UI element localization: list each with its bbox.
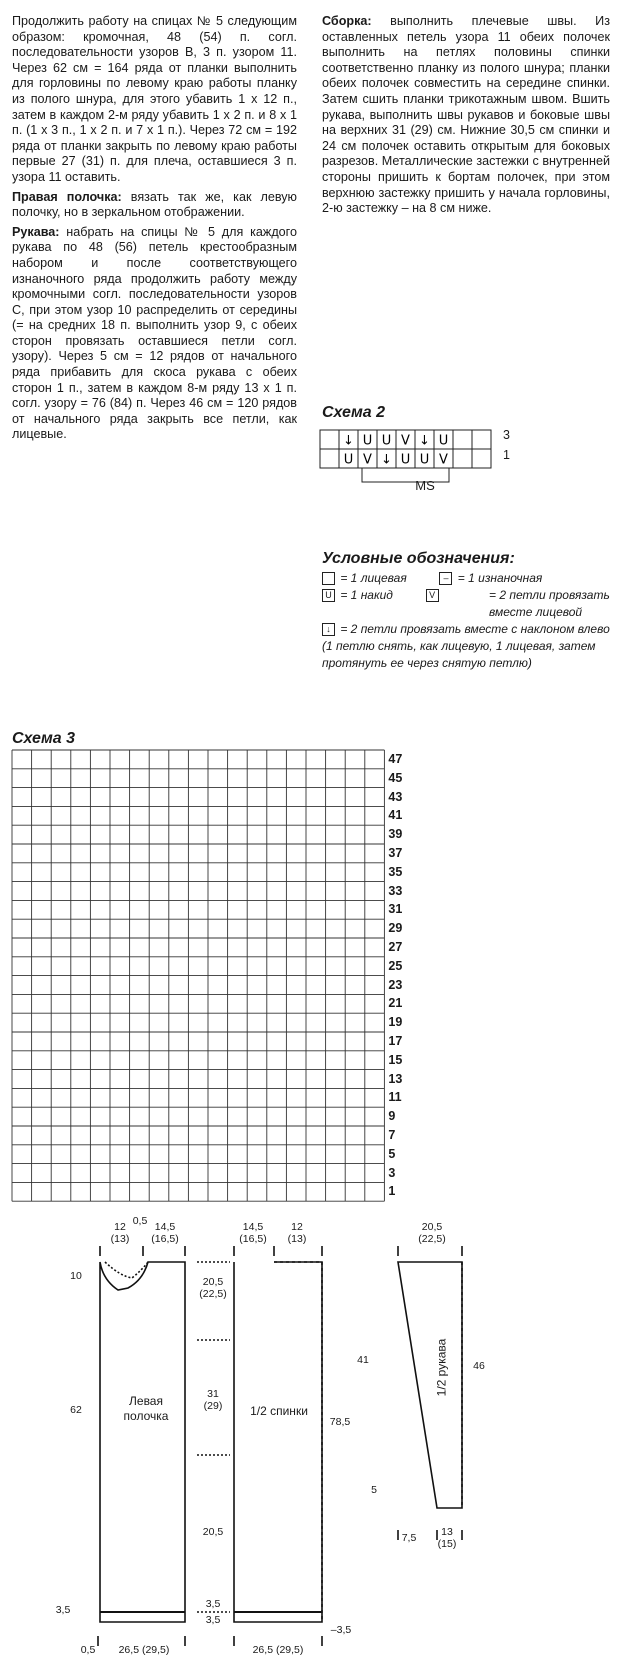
back-neck-width — [283, 1221, 311, 1245]
k2tog-symbol: V — [426, 589, 439, 602]
scheme2-symbol: U — [438, 433, 449, 449]
mid-armhole — [196, 1276, 230, 1300]
dim-20-5: 20,5 — [202, 1276, 224, 1288]
scheme3-row-label: 1 — [388, 1184, 396, 1199]
scheme2-symbol: ↓ — [343, 433, 354, 449]
scheme3-row-label: 39 — [388, 827, 403, 842]
front-gap-dim: 0,5 — [132, 1215, 148, 1227]
front-instructions: Продолжить работу на спицах № 5 следующим образом: кромочная, 48 (54) п. согл. последовательности узоров В, 3 п. узором 11. Через 62 см = 164 ряда от планки выполнить для горловины по левому краю работы планку из полого шнура, для этого убавить 1 х 12 п., затем в каждом 2-м ряду убавить 1 х 2 п. и 8 х 1 п. (1 х 3 п., 1 х 2 п. и 7 х 1 п.). Через 72 см = 192 ряда от планки закрыть по левому краю работы первые 27 (31) п. для плеча, оставшиеся 3 п. узора 11 оставить. — [12, 14, 297, 184]
legend-ssk: = 2 петли провязать вместе с наклоном влево (1 петлю снять, как лицевую, 1 лицевая, затем протянуть ее через снятую петлю) — [322, 622, 610, 670]
legend-k2tog: = 2 петли провязать вместе лицевой — [489, 588, 610, 619]
ms-label: MS — [415, 478, 435, 493]
scheme3-title: Схема 3 — [12, 730, 76, 747]
scheme3-row-label: 29 — [388, 921, 403, 936]
scheme3-row-label: 25 — [388, 958, 403, 973]
dim-back-16-5: (16,5) — [239, 1233, 267, 1245]
back-length: 78,5 — [329, 1416, 351, 1428]
front-neck-depth: 10 — [70, 1270, 82, 1282]
scheme2-symbol: V — [401, 433, 410, 449]
yarn-over-symbol: U — [322, 589, 335, 602]
dim-back-12: 12 — [291, 1221, 303, 1233]
sleeves-text: набрать на спицы № 5 для каждого рукава по 48 (56) петель крестообразным набором и после соответствующего изнаночного ряда продолжить работу между кромочными согл. последовательности узоров С, при этом узор 10 распределить от середины (= на средних 18 п. выполнить узор 9, с обеих сторон провязать оставшиеся петли согл. узору). Через 5 см = 12 рядов от начального ряда прибавить для скоса рукава с обеих сторон 1 п., затем в каждом 8-м ряду 13 х 1 п. согл. узору = 76 (84) п. Через 46 см = 120 рядов от начального ряда закрыть все петли, как лицевые. — [12, 224, 297, 442]
dim-13: (13) — [110, 1233, 130, 1245]
dim-31: 31 — [207, 1388, 219, 1400]
sleeve-seam-length: 41 — [357, 1354, 369, 1366]
right-front-text: вязать так же, как левую полочку, но в зеркальном отображении. — [12, 189, 298, 220]
front-neck-width — [108, 1221, 132, 1245]
mid-slit: 20,5 — [202, 1526, 224, 1538]
dim-29: (29) — [203, 1400, 223, 1412]
legend-knit: = 1 лицевая — [340, 571, 407, 585]
sleeve-outline — [398, 1262, 462, 1508]
ssk-arrow-symbol: ↓ — [322, 623, 335, 636]
front-outline — [100, 1262, 185, 1622]
scheme3-row-label: 7 — [388, 1128, 396, 1142]
mid-hem-a: 3,5 — [205, 1598, 221, 1610]
scheme3-row-label: 43 — [388, 789, 403, 804]
mid-hem-b: 3,5 — [205, 1614, 221, 1626]
scheme3-row-label: 47 — [388, 752, 403, 766]
scheme3-row-label: 35 — [388, 864, 403, 879]
front-hem: 3,5 — [55, 1604, 71, 1616]
scheme2-symbol: U — [343, 452, 354, 468]
sleeve-label: 1/2 рукава — [434, 1338, 449, 1397]
back-outline — [234, 1262, 322, 1622]
scheme2-symbol: U — [362, 433, 373, 449]
scheme3-row-label: 13 — [388, 1071, 403, 1086]
scheme2-row-label-3: 3 — [503, 428, 510, 442]
scheme3-row-label: 27 — [388, 940, 403, 954]
mid-side-seam — [196, 1388, 230, 1412]
scheme3-row-label: 11 — [388, 1090, 402, 1105]
scheme3-row-label: 5 — [388, 1146, 396, 1161]
scheme3-row-label: 3 — [388, 1165, 396, 1180]
scheme3-row-label: 45 — [388, 770, 403, 785]
scheme3-row-label: 17 — [388, 1034, 403, 1048]
scheme3-row-label: 23 — [388, 977, 403, 992]
front-length: 62 — [70, 1404, 82, 1416]
sleeve-top-width — [414, 1221, 450, 1245]
scheme2-row-label-1: 1 — [503, 448, 510, 462]
front-edge: 0,5 — [80, 1644, 96, 1656]
back-label: 1/2 спинки — [250, 1404, 308, 1418]
scheme2-symbol: V — [439, 452, 448, 468]
back-bottom-width: 26,5 (29,5) — [252, 1644, 304, 1656]
scheme3-row-label: 9 — [388, 1109, 396, 1124]
dim-12: 12 — [114, 1221, 126, 1233]
scheme3-row-label: 33 — [388, 883, 403, 898]
sleeve-bottom-b — [432, 1526, 462, 1550]
sleeve-length: 46 — [473, 1360, 485, 1372]
front-label: Левая полочка — [123, 1394, 169, 1423]
right-front-heading: Правая полочка: — [12, 189, 122, 204]
scheme2-symbol: U — [419, 452, 430, 468]
dim-16-5: (16,5) — [151, 1233, 179, 1245]
scheme3-row-label: 41 — [388, 808, 403, 823]
front-bottom-width: 26,5 (29,5) — [118, 1644, 170, 1656]
scheme3-row-label: 21 — [388, 996, 403, 1011]
scheme2-symbol: ↓ — [381, 452, 392, 468]
scheme2-symbol: ↓ — [419, 433, 430, 449]
legend-title: Условные обозначения: — [322, 550, 515, 567]
scheme3-row-label: 31 — [388, 902, 403, 917]
scheme3-row-label: 15 — [388, 1052, 403, 1067]
dim-22-5: (22,5) — [199, 1288, 227, 1300]
scheme3-row-label: 37 — [388, 846, 403, 860]
sleeve-bottom-a: 7,5 — [401, 1532, 417, 1544]
purl-symbol: – — [439, 572, 452, 585]
dim-sleeve-20-5: 20,5 — [421, 1221, 443, 1233]
scheme2-symbol: U — [400, 452, 411, 468]
back-shoulder-width — [236, 1221, 270, 1245]
dim-back-14-5: 14,5 — [242, 1221, 264, 1233]
sleeves-heading: Рукава: — [12, 224, 60, 239]
scheme2-title: Схема 2 — [322, 404, 386, 421]
legend-yarn-over: = 1 накид — [340, 588, 393, 602]
dim-sleeve-15: (15) — [437, 1538, 457, 1550]
dim-sleeve-22-5: (22,5) — [418, 1233, 446, 1245]
dim-back-13: (13) — [287, 1233, 307, 1245]
dim-14-5: 14,5 — [154, 1221, 176, 1233]
front-shoulder-width — [149, 1221, 181, 1245]
scheme3-row-label: 19 — [388, 1015, 403, 1030]
assembly-text: выполнить плечевые швы. Из оставленных петель узора 11 обеих полочек выполнить на петлях половины спинки соответственно планку из полого шнура; планки обеих полочек совместить на середине спинки. Затем сшить планки трикотажным швом. Вшить рукава, выполнить швы рукавов и боковые швы на верхних 31 (29) см. Нижние 30,5 см спинки и 24 см полочек оставить открытым для боковых разрезов. Металлические застежки с внутренней стороны пришить к бортам полочек, при этом верхнюю застежку пришить у начала горловины, 2-ю застежку – на 8 см ниже. — [322, 14, 610, 216]
sleeve-cuff: 5 — [371, 1484, 377, 1496]
back-hem: –3,5 — [330, 1624, 352, 1636]
dim-sleeve-13: 13 — [441, 1526, 453, 1538]
scheme2-symbol: V — [363, 452, 372, 468]
scheme2-symbol: U — [381, 433, 392, 449]
legend-purl: = 1 изнаночная — [457, 571, 543, 585]
assembly-heading: Сборка: — [322, 14, 372, 28]
